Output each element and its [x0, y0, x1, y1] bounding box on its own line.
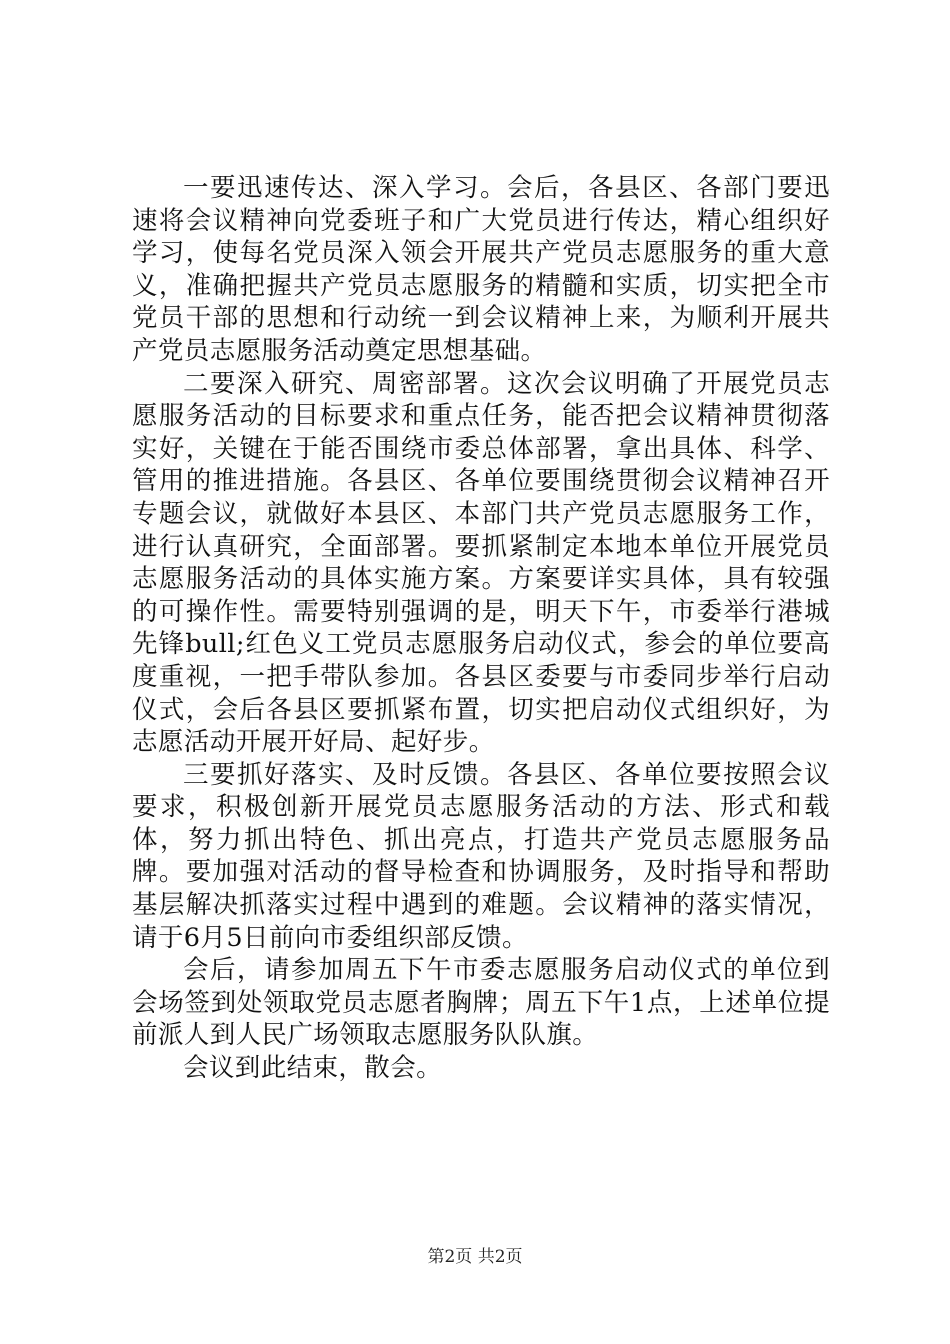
document-body [132, 172, 830, 1085]
paragraph-4: 会后，请参加周五下午市委志愿服务启动仪式的单位到会场签到处领取党员志愿者胸牌；周五下午1点，上述单位提前派人到人民广场领取志愿服务队队旗。 [132, 955, 830, 1051]
paragraph-3: 三要抓好落实、及时反馈。各县区、各单位要按照会议要求，积极创新开展党员志愿服务活动的方法、形式和载体，努力抓出特色、抓出亮点，打造共产党员志愿服务品牌。要加强对活动的督导检查和协调服务，及时指导和帮助基层解决抓落实过程中遇到的难题。会议精神的落实情况，请于6月5日前向市委组织部反馈。 [132, 759, 830, 953]
paragraph-1: 一要迅速传达、深入学习。会后，各县区、各部门要迅速将会议精神向党委班子和广大党员进行传达，精心组织好学习，使每名党员深入领会开展共产党员志愿服务的重大意义，准确把握共产党员志愿服务的精髓和实质，切实把全市党员干部的思想和行动统一到会议精神上来，为顺利开展共产党员志愿服务活动奠定思想基础。 [132, 173, 830, 366]
paragraph-5: 会议到此结束，散会。 [183, 1053, 443, 1084]
paragraph-2: 二要深入研究、周密部署。这次会议明确了开展党员志愿服务活动的目标要求和重点任务，能否把会议精神贯彻落实好，关键在于能否围绕市委总体部署，拿出具体、科学、管用的推进措施。各县区、各单位要围绕贯彻会议精神召开专题会议，就做好本县区、本部门共产党员志愿服务工作，进行认真研究，全面部署。要抓紧制定本地本单位开展党员志愿服务活动的具体实施方案。方案要详实具体，具有较强的可操作性。需要特别强调的是，明天下午，市委举行港城先锋bull;红色义工党员志愿服务启动仪式，参会的单位要高度重视，一把手带队参加。各县区委要与市委同步举行启动仪式，会后各县区要抓紧布置，切实把启动仪式组织好，为志愿活动开展开好局、起好步。 [132, 368, 830, 758]
page-footer: 第2页 共2页 [427, 1247, 523, 1267]
